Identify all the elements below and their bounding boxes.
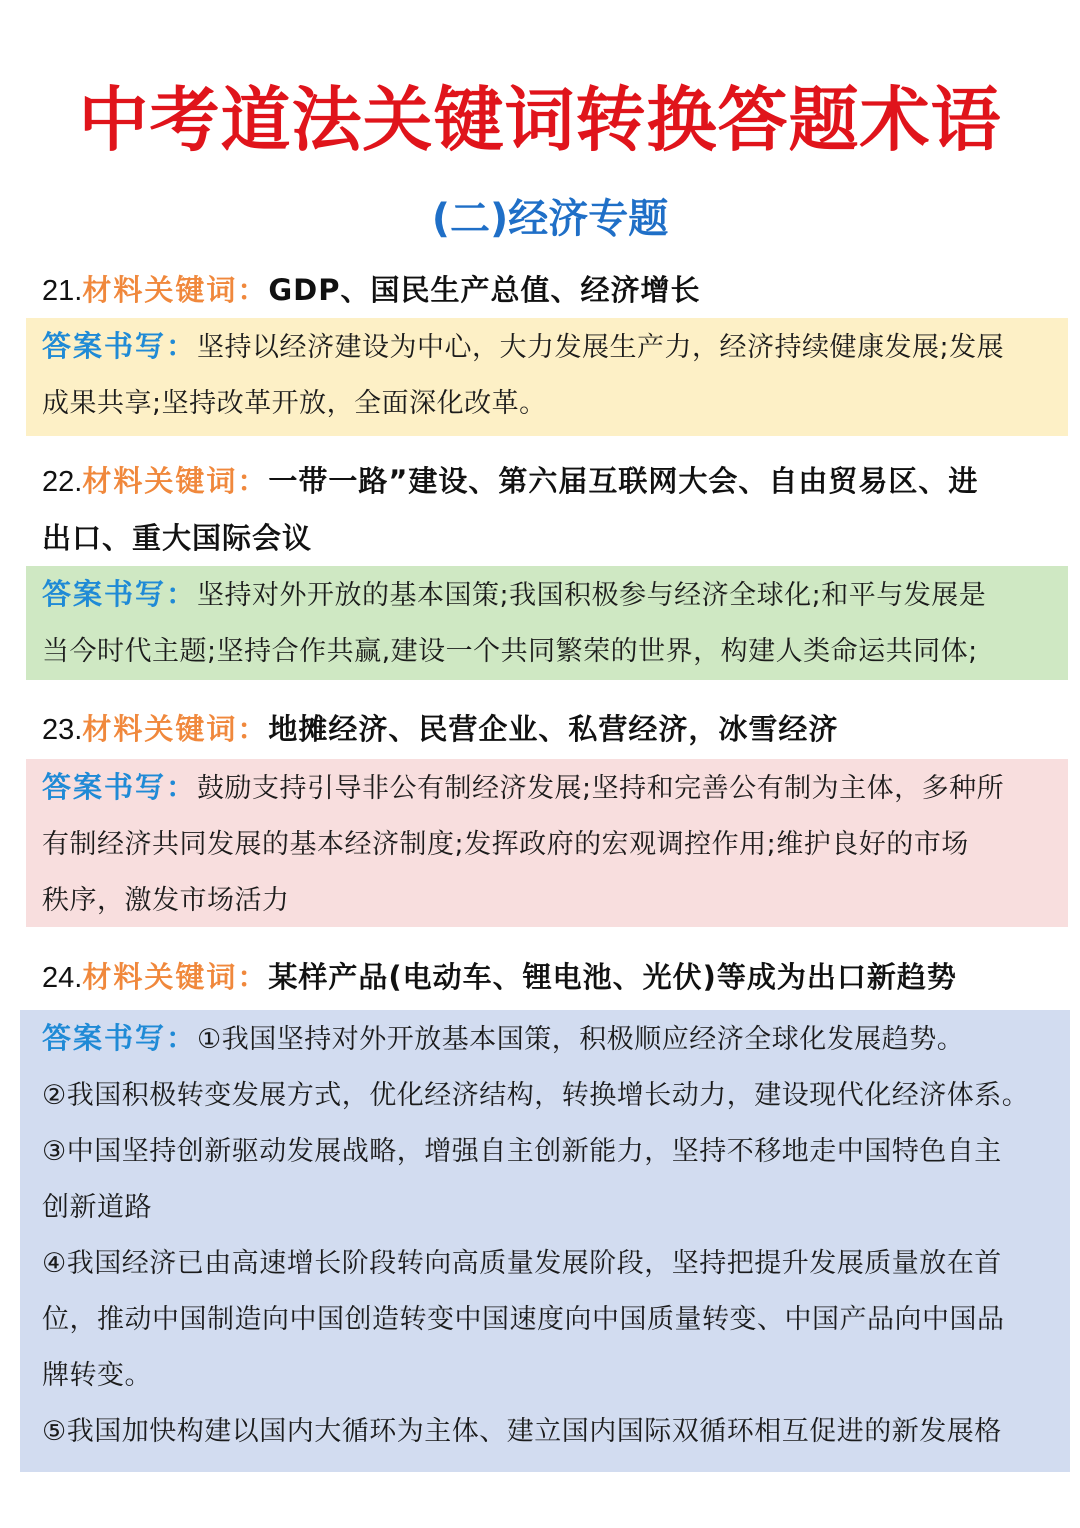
keyword-label: 材料关键词： xyxy=(82,273,269,307)
answer-label: 答案书写： xyxy=(42,770,198,804)
answer-line: ⑤我国加快构建以国内大循环为主体、建立国内国际双循环相互促进的新发展格 xyxy=(42,1416,1002,1447)
keyword-label: 材料关键词： xyxy=(82,960,269,994)
answer-box-21 xyxy=(26,318,1068,436)
answer-line: 创新道路 xyxy=(42,1192,152,1223)
answer-line: 当今时代主题;坚持合作共赢,建设一个共同繁荣的世界，构建人类命运共同体; xyxy=(42,636,978,667)
answer-text: 坚持对外开放的基本国策;我国积极参与经济全球化;和平与发展是 xyxy=(197,580,987,611)
answer-line: 有制经济共同发展的基本经济制度;发挥政府的宏观调控作用;维护良好的市场 xyxy=(42,829,969,860)
keyword-text: GDP、国民生产总值、经济增长 xyxy=(268,273,701,307)
answer-line: ④我国经济已由高速增长阶段转向高质量发展阶段，坚持把提升发展质量放在首 xyxy=(42,1248,1002,1279)
answer-label: 答案书写： xyxy=(42,329,198,363)
answer-box-22 xyxy=(26,566,1068,680)
answer-line xyxy=(42,1010,1054,1068)
answer-line xyxy=(42,759,1052,817)
answer-text: 鼓励支持引导非公有制经济发展;坚持和完善公有制为主体，多种所 xyxy=(197,773,1005,804)
item-number: 22. xyxy=(42,466,83,498)
keyword-line-22 xyxy=(42,453,1062,566)
keyword-line-23 xyxy=(42,701,1062,758)
answer-line: 秩序，激发市场活力 xyxy=(42,885,290,916)
page-title: 中考道法关键词转换答题术语 xyxy=(78,79,1002,161)
keyword-line-21 xyxy=(42,262,1062,319)
answer-line: 成果共享;坚持改革开放，全面深化改革。 xyxy=(42,388,547,419)
answer-line xyxy=(42,318,1052,376)
answer-label: 答案书写： xyxy=(42,1021,198,1055)
answer-label: 答案书写： xyxy=(42,577,198,611)
answer-line: ③中国坚持创新驱动发展战略，增强自主创新能力，坚持不移地走中国特色自主 xyxy=(42,1136,1002,1167)
keyword-label: 材料关键词： xyxy=(82,464,269,498)
keyword-text: 某样产品(电动车、锂电池、光伏)等成为出口新趋势 xyxy=(268,960,957,994)
section-subtitle: (二)经济专题 xyxy=(431,196,669,242)
answer-text: 坚持以经济建设为中心，大力发展生产力，经济持续健康发展;发展 xyxy=(197,332,1005,363)
answer-line xyxy=(42,566,1052,624)
keyword-label: 材料关键词： xyxy=(82,712,269,746)
keyword-text: 一带一路”建设、第六届互联网大会、自由贸易区、进 xyxy=(268,464,979,498)
keyword-line-24 xyxy=(42,949,1062,1006)
answer-line: 位，推动中国制造向中国创造转变中国速度向中国质量转变、中国产品向中国品 xyxy=(42,1304,1005,1335)
keyword-text-cont: 出口、重大国际会议 xyxy=(42,521,313,555)
answer-line: ②我国积极转变发展方式，优化经济结构，转换增长动力，建设现代化经济体系。 xyxy=(42,1080,1030,1111)
answer-box-23 xyxy=(26,759,1068,927)
keyword-text: 地摊经济、民营企业、私营经济，冰雪经济 xyxy=(268,712,839,746)
item-number: 23. xyxy=(42,714,83,746)
item-number: 21. xyxy=(42,275,83,307)
answer-text: ①我国坚持对外开放基本国策，积极顺应经济全球化发展趋势。 xyxy=(197,1024,965,1055)
answer-line: 牌转变。 xyxy=(42,1360,152,1391)
item-number: 24. xyxy=(42,962,83,994)
answer-box-24 xyxy=(20,1010,1070,1472)
